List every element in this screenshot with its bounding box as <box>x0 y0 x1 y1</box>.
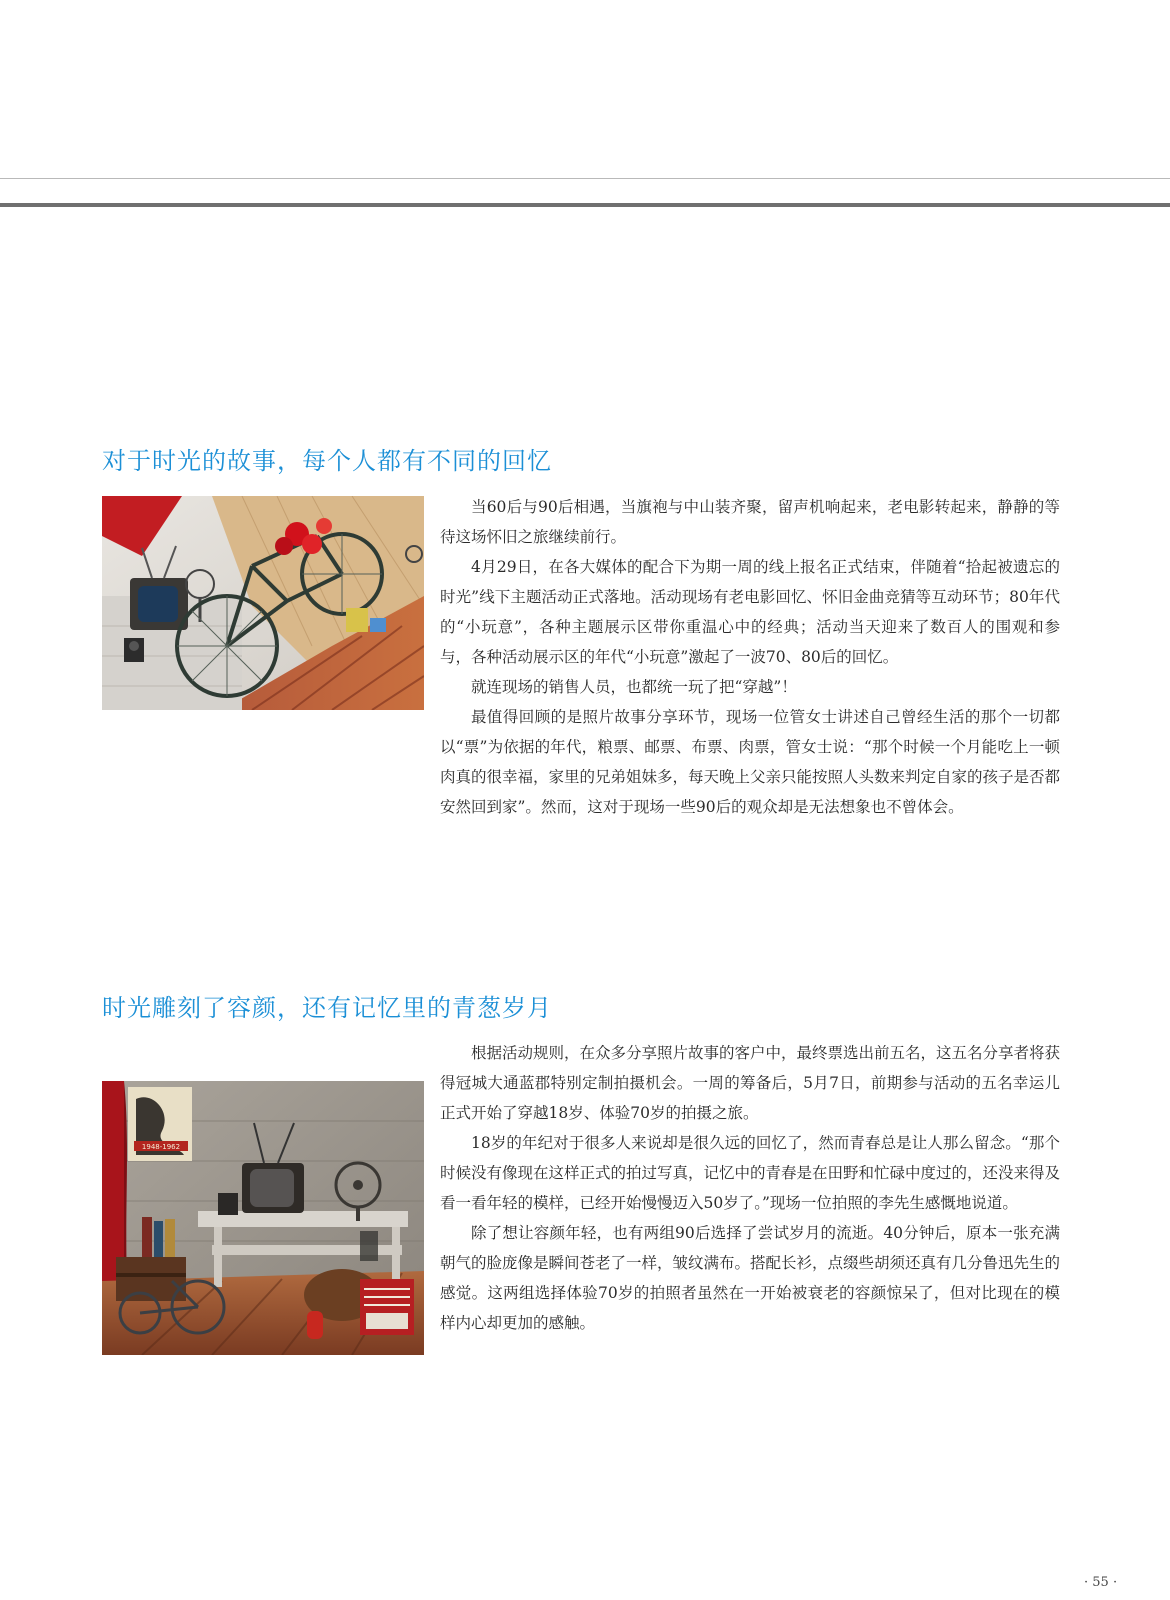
section-1-paragraph: 当60后与90后相遇，当旗袍与中山装齐聚，留声机响起来，老电影转起来，静静的等待这场怀旧之旅继续前行。 <box>440 498 1060 546</box>
section-1-paragraph: 就连现场的销售人员，也都统一玩了把“穿越”！ <box>471 678 797 696</box>
section-1-heading: 对于时光的故事，每个人都有不同的回忆 <box>102 447 552 475</box>
section-1-body <box>440 492 1060 822</box>
section-2-paragraph: 18岁的年纪对于很多人来说却是很久远的回忆了，然而青春总是让人那么留念。“那个时候没有像现在这样正式的拍过写真，记忆中的青春是在田野和忙碌中度过的，还没来得及看一看年轻的模样，已经开始慢慢迈入50岁了。”现场一位拍照的李先生感慨地说道。 <box>440 1134 1061 1212</box>
page-number: · 55 · <box>1084 1575 1118 1590</box>
section-1-paragraph: 最值得回顾的是照片故事分享环节，现场一位管女士讲述自己曾经生活的那个一切都以“票”为依据的年代，粮票、邮票、布票、肉票，管女士说：“那个时候一个月能吃上一顿肉真的很幸福，家里的兄弟姐妹多，每天晚上父亲只能按照人头数来判定自家的孩子是否都安然回到家”。然而，这对于现场一些90后的观众却是无法想象也不曾体会。 <box>440 708 1061 816</box>
header-rule-thick <box>0 203 1170 207</box>
vintage-bicycle-photo <box>102 496 424 710</box>
section-2-body <box>440 1038 1060 1338</box>
section-1-paragraph: 4月29日，在各大媒体的配合下为期一周的线上报名正式结束，伴随着“拾起被遗忘的时光”线下主题活动正式落地。活动现场有老电影回忆、怀旧金曲竞猜等互动环节；80年代的“小玩意”，各种主题展示区带你重温心中的经典；活动当天迎来了数百人的围观和参与，各种活动展示区的年代“小玩意”激起了一波70、80后的回忆。 <box>440 558 1060 666</box>
section-2-paragraph: 除了想让容颜年轻，也有两组90后选择了尝试岁月的流逝。40分钟后，原本一张充满朝气的脸庞像是瞬间苍老了一样，皱纹满布。搭配长衫，点缀些胡须还真有几分鲁迅先生的感觉。这两组选择体验70岁的拍照者虽然在一开始被衰老的容颜惊呆了，但对比现在的模样内心却更加的感触。 <box>440 1224 1061 1332</box>
section-2-paragraph: 根据活动规则，在众多分享照片故事的客户中，最终票选出前五名，这五名分享者将获得冠城大通蓝郡特别定制拍摄机会。一周的筹备后，5月7日，前期参与活动的五名幸运儿正式开始了穿越18岁、体验70岁的拍摄之旅。 <box>440 1044 1061 1122</box>
vintage-room-photo <box>102 1081 424 1355</box>
poster-year-label: 1948-1962 <box>141 1143 181 1151</box>
header-rule-thin <box>0 178 1170 179</box>
section-2-heading: 时光雕刻了容颜，还有记忆里的青葱岁月 <box>102 994 552 1022</box>
